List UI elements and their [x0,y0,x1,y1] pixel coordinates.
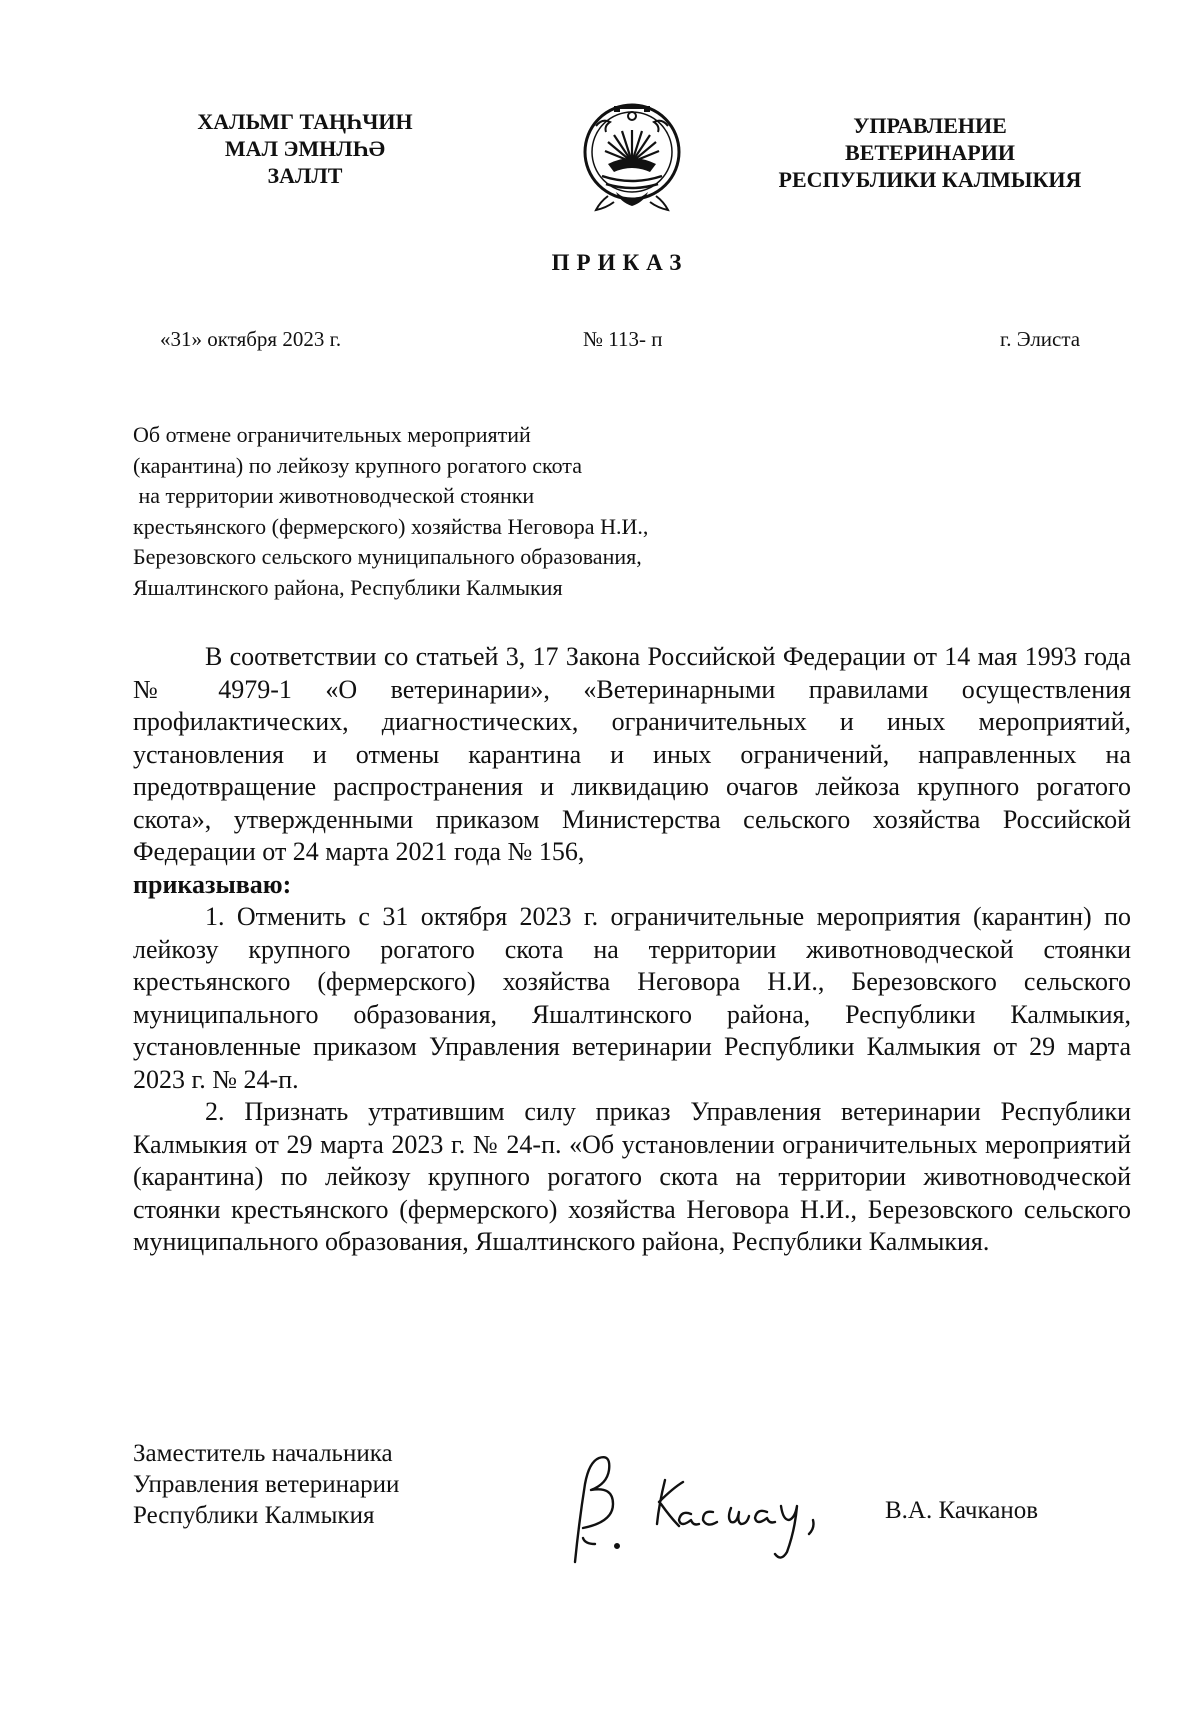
header-right-line-1: УПРАВЛЕНИЕ [853,113,1007,138]
signatory-position-line-2: Управления ветеринарии [133,1471,400,1498]
header-left-line-1: ХАЛЬМГ ТАҢҺЧИН [197,109,413,134]
header-right-line-3: РЕСПУБЛИКИ КАЛМЫКИЯ [778,167,1082,192]
subject-line-1: Об отмене ограничительных мероприятий [133,422,531,447]
document-subject [133,420,833,603]
document-body [133,641,1131,1259]
signatory-position-line-3: Республики Калмыкия [133,1502,375,1529]
subject-line-2: (карантина) по лейкозу крупного рогатого скота [133,452,582,478]
header-right-russian [740,112,1120,193]
header-right-line-2: ВЕТЕРИНАРИИ [845,140,1015,165]
subject-line-3: на территории животноводческой стоянки [133,483,535,508]
document-date: «31» октября 2023 г. [160,327,342,351]
header-left-kalmyk [175,108,435,189]
subject-line-4: крестьянского (фермерского) хозяйства Неговора Н.И., [133,513,649,539]
signatory-position [133,1438,493,1531]
document-type-title: ПРИКАЗ [551,250,689,275]
emblem-of-kalmykia-icon [578,96,686,214]
subject-line-5: Березовского сельского муниципального образования, [133,544,642,569]
header-left-line-3: ЗАЛЛТ [267,163,343,188]
document-number: № 113- п [583,327,663,351]
subject-line-6: Яшалтинского района, Республики Калмыкия [133,574,563,600]
preamble-paragraph: В соответствии со статьей 3, 17 Закона Российской Федерации от 14 мая 1993 года № 4979-1 «О ветеринарии», «Ветеринарными правилами осуществления профилактических, диагностических, ограничительных и иных мероприятий, установления и отмены карантина и иных ограничений, направленных на предотвращение распространения и ликвидацию очагов лейкоза крупного рогатого скота», утвержденными приказом Министерства сельского хозяйства Российской Федерации от 24 марта 2021 года № 156, [133,642,1131,866]
header-left-line-2: МАЛ ЭМНЛҺӘ [224,136,386,161]
document-city: г. Элиста [1000,327,1081,351]
order-item-2: 2. Признать утратившим силу приказ Управления ветеринарии Республики Калмыкия от 29 марта 2023 г. № 24-п. «Об установлении ограничительных мероприятий (карантина) по лейкозу крупного рогатого скота на территории животноводческой стоянки крестьянского (фермерского) хозяйства Неговора Н.И., Березовского сельского муниципального образования, Яшалтинского района, Республики Калмыкия. [133,1097,1131,1256]
order-word: приказываю: [133,869,292,899]
signatory-position-line-1: Заместитель начальника [133,1440,393,1467]
signatory-name: В.А. Качканов [885,1497,1039,1524]
order-item-1: 1. Отменить с 31 октября 2023 г. ограничительные мероприятия (карантин) по лейкозу крупного рогатого скота на территории животноводческой стоянки крестьянского (фермерского) хозяйства Неговора Н.И., Березовского сельского муниципального образования, Яшалтинского района, Республики Калмыкия, установленные приказом Управления ветеринарии Республики Калмыкия от 29 марта 2023 г. № 24-п. [133,902,1131,1094]
handwritten-signature [555,1422,855,1572]
